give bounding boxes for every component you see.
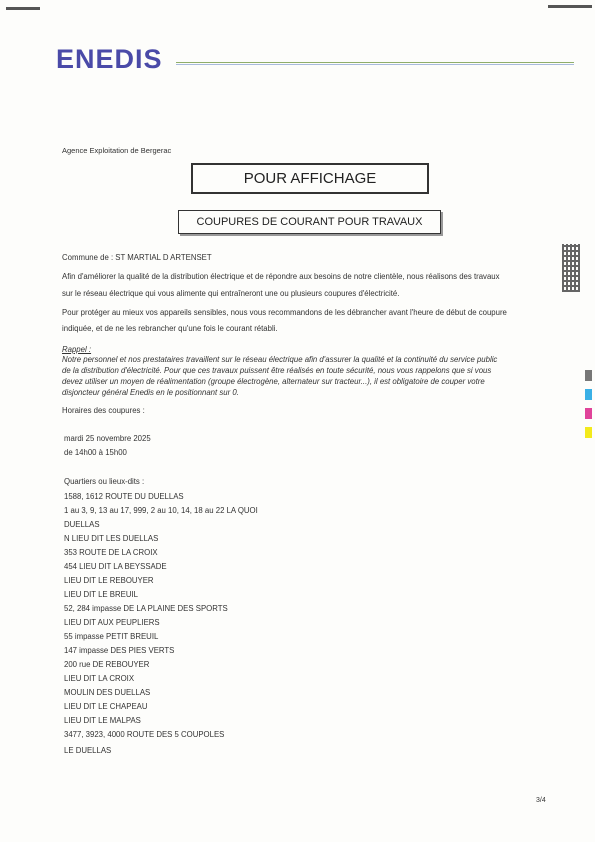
- page-number: 3/4: [536, 797, 546, 804]
- location-item: LIEU DIT LE REBOUYER: [64, 576, 154, 585]
- scan-mark-top-right: [548, 5, 592, 8]
- pour-affichage-box: [191, 163, 429, 194]
- coupure-time: de 14h00 à 15h00: [64, 448, 127, 457]
- quartiers-label: Quartiers ou lieux-dits :: [64, 477, 145, 486]
- location-item: LIEU DIT LE BREUIL: [64, 590, 138, 599]
- location-item: MOULIN DES DUELLAS: [64, 688, 151, 697]
- location-item: 454 LIEU DIT LA BEYSSADE: [64, 562, 167, 571]
- rappel-line-1: Notre personnel et nos prestataires travaillent sur le réseau électrique afin d'assurer la qualité et la continuité du service public: [62, 355, 498, 364]
- location-item: 353 ROUTE DE LA CROIX: [64, 548, 158, 557]
- location-item: N LIEU DIT LES DUELLAS: [64, 534, 159, 543]
- location-item: 147 impasse DES PIES VERTS: [64, 646, 175, 655]
- location-item: LIEU DIT LE CHAPEAU: [64, 702, 148, 711]
- datamatrix-code: [562, 244, 580, 292]
- agency-name: Agence Exploitation de Bergerac: [62, 146, 172, 155]
- yellow-registration-mark: [585, 427, 592, 438]
- magenta-registration-mark: [585, 408, 592, 419]
- scan-mark-top-left: [6, 7, 40, 10]
- location-item: 52, 284 impasse DE LA PLAINE DES SPORTS: [64, 604, 228, 613]
- horaires-label: Horaires des coupures :: [62, 406, 145, 415]
- location-item: 3477, 3923, 4000 ROUTE DES 5 COUPOLES: [64, 730, 225, 739]
- commune-line: Commune de : ST MARTIAL D ARTENSET: [62, 253, 212, 262]
- intro-line-2: sur le réseau électrique qui vous alimente qui entraîneront une ou plusieurs coupures d'électricité.: [62, 289, 400, 298]
- rappel-line-2: de la distribution d'électricité. Pour que ces travaux puissent être réalisés en toute sécurité, nous vous rappelons que si vous: [62, 366, 492, 375]
- location-item: 55 impasse PETIT BREUIL: [64, 632, 159, 641]
- location-item: 200 rue DE REBOUYER: [64, 660, 150, 669]
- protect-line-2: indiquée, et de ne les rebrancher qu'une fois le courant rétabli.: [62, 324, 278, 333]
- location-item: 1588, 1612 ROUTE DU DUELLAS: [64, 492, 184, 501]
- pour-affichage-title: POUR AFFICHAGE: [243, 170, 377, 187]
- rappel-line-3: devez utiliser un moyen de réalimentation (groupe électrogène, alternateur sur tracteur...), il est obligatoire de couper votre: [62, 377, 485, 386]
- location-item: LIEU DIT AUX PEUPLIERS: [64, 618, 160, 627]
- logo-rule: [176, 62, 574, 63]
- location-item: LE DUELLAS: [64, 746, 112, 755]
- location-item: LIEU DIT LA CROIX: [64, 674, 135, 683]
- enedis-logo: ENEDIS: [56, 44, 163, 74]
- location-item: LIEU DIT LE MALPAS: [64, 716, 141, 725]
- gray-registration-mark: [585, 370, 592, 381]
- intro-line-1: Afin d'améliorer la qualité de la distribution électrique et de répondre aux besoins de notre clientèle, nous réalisons des travaux: [62, 272, 500, 281]
- rappel-label: Rappel :: [62, 345, 92, 354]
- rappel-line-4: disjoncteur général Enedis en le positionnant sur 0.: [62, 388, 239, 397]
- coupure-date: mardi 25 novembre 2025: [64, 434, 151, 443]
- protect-line-1: Pour protéger au mieux vos appareils sensibles, nous vous recommandons de les débrancher avant l'heure de début de coupure: [62, 308, 507, 317]
- coupures-title: COUPURES DE COURANT POUR TRAVAUX: [196, 216, 423, 228]
- logo-rule-secondary: [176, 64, 574, 65]
- coupures-box: [178, 210, 441, 234]
- location-item: 1 au 3, 9, 13 au 17, 999, 2 au 10, 14, 18 au 22 LA QUOI: [64, 506, 258, 515]
- cyan-registration-mark: [585, 389, 592, 400]
- location-item: DUELLAS: [64, 520, 100, 529]
